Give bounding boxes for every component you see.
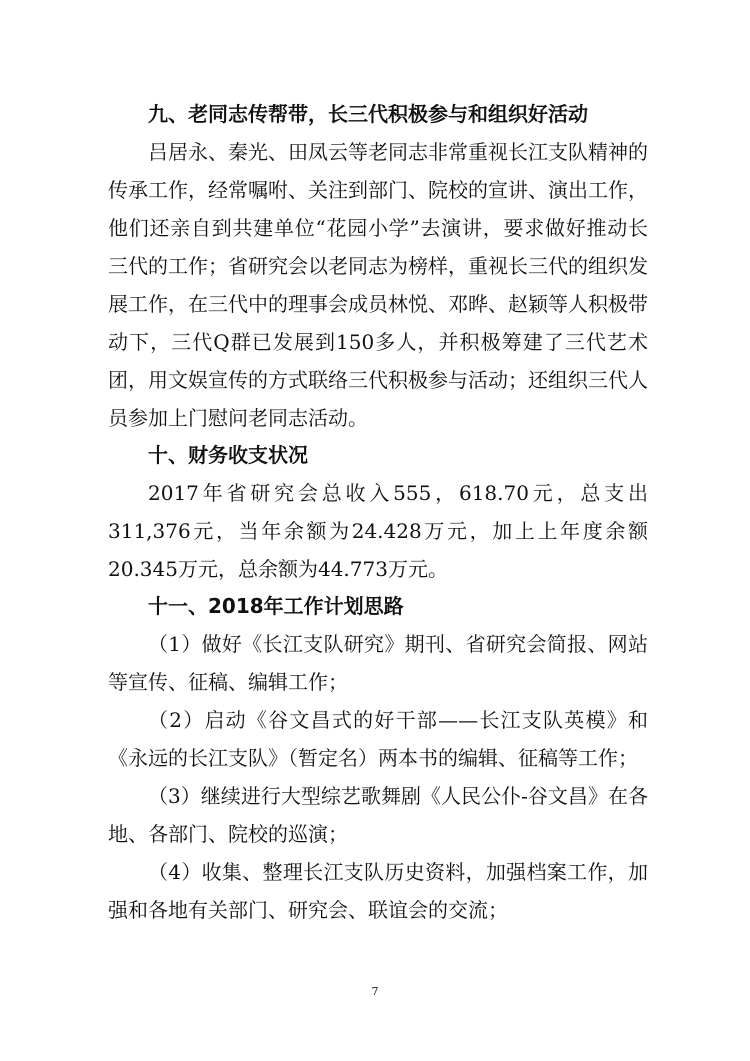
section-10-heading: 十、财务收支状况 — [148, 443, 308, 467]
section-9-paragraph: 吕居永、秦光、田凤云等老同志非常重视长江支队精神的传承工作，经常嘱咐、关注到部门、院校的宣讲、演出工作，他们还亲自到共建单位“花园小学”去演讲，要求做好推动长三代的工作；省研究会以老同志为榜样，重视长三代的组织发展工作，在三代中的理事会成员林悦、邓晔、赵颖等人积极带动下，三代Q群已发展到150多人，并积极筹建了三代艺术团，用文娱宣传的方式联络三代积极参与活动；还组织三代人员参加上门慰问老同志活动。 — [108, 140, 648, 430]
section-9-heading: 九、老同志传帮带，长三代积极参与和组织好活动 — [148, 102, 588, 126]
section-10-paragraph: 2017年省研究会总收入555，618.70元，总支出311,376元，当年余额为24.428万元，加上上年度余额20.345万元，总余额为44.773万元。 — [108, 481, 648, 581]
plan-item-1: （1）做好《长江支队研究》期刊、省研究会简报、网站等宣传、征稿、编辑工作； — [108, 632, 648, 694]
plan-item-4: （4）收集、整理长江支队历史资料，加强档案工作，加强和各地有关部门、研究会、联谊会的交流； — [108, 860, 648, 922]
section-11-heading: 十一、2018年工作计划思路 — [148, 594, 404, 618]
page-content — [108, 96, 648, 929]
plan-item-3: （3）继续进行大型综艺歌舞剧《人民公仆-谷文昌》在各地、各部门、院校的巡演； — [108, 784, 648, 846]
plan-item-2: （2）启动《谷文昌式的好干部——长江支队英模》和《永远的长江支队》（暂定名）两本书的编辑、征稿等工作； — [108, 708, 648, 770]
page-number: 7 — [371, 985, 379, 998]
